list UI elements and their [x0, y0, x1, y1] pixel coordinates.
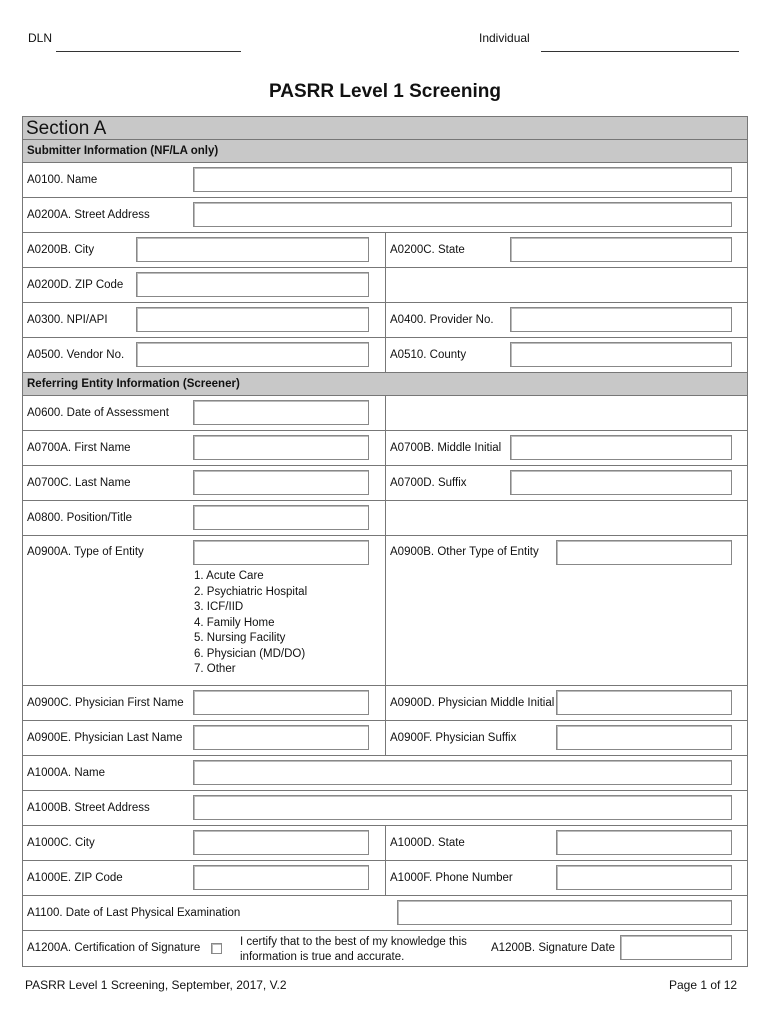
page-title: PASRR Level 1 Screening [269, 81, 501, 102]
a1000c-label: A1000C. City [27, 837, 95, 849]
a0800-input[interactable] [193, 505, 369, 530]
entity-type-option: 2. Psychiatric Hospital [194, 585, 308, 598]
row-a0500 [23, 338, 747, 373]
a0300-input[interactable] [136, 307, 369, 332]
a0900c-input[interactable] [193, 690, 369, 715]
a0800-label: A0800. Position/Title [27, 512, 133, 524]
a1000b-label: A1000B. Street Address [27, 802, 150, 814]
dln-label: DLN [28, 31, 53, 45]
a0100-input[interactable] [193, 167, 732, 192]
a1000e-input[interactable] [193, 865, 369, 890]
row-a0900a [23, 536, 747, 686]
a0700d-input[interactable] [510, 470, 732, 495]
footer-page-number: Page 1 of 12 [669, 978, 738, 992]
row-a0100 [23, 163, 747, 198]
dln-field[interactable] [56, 51, 241, 52]
entity-type-list [194, 569, 307, 678]
a0700a-label: A0700A. First Name [27, 442, 131, 454]
row-a0200a [23, 198, 747, 233]
a0700c-label: A0700C. Last Name [27, 477, 131, 489]
section-title: Section A [23, 117, 747, 140]
referring-header: Referring Entity Information (Screener) [23, 373, 747, 396]
entity-type-option: 6. Physician (MD/DO) [194, 647, 306, 660]
certification-checkbox[interactable] [211, 943, 222, 954]
entity-type-option: 1. Acute Care [194, 570, 264, 582]
a0900e-label: A0900E. Physician Last Name [27, 732, 183, 744]
entity-type-option: 5. Nursing Facility [194, 632, 286, 644]
a0900b-input[interactable] [556, 540, 732, 565]
a0500-label: A0500. Vendor No. [27, 349, 125, 361]
a0900a-input[interactable] [193, 540, 369, 565]
a1200b-input[interactable] [620, 935, 732, 960]
row-a1200 [23, 931, 747, 966]
a0200d-input[interactable] [136, 272, 369, 297]
a0510-input[interactable] [510, 342, 732, 367]
row-a0300 [23, 303, 747, 338]
a1000a-label: A1000A. Name [27, 767, 105, 779]
a0700b-label: A0700B. Middle Initial [390, 442, 502, 454]
submitter-header: Submitter Information (NF/LA only) [23, 140, 747, 163]
a1000f-label: A1000F. Phone Number [390, 872, 513, 884]
certification-text: I certify that to the best of my knowledge this information is true and accurate. [240, 936, 467, 963]
a1200a-label: A1200A. Certification of Signature [27, 942, 201, 954]
a1200b-label: A1200B. Signature Date [491, 942, 616, 954]
a0900b-label: A0900B. Other Type of Entity [390, 546, 539, 558]
a0600-input[interactable] [193, 400, 369, 425]
a0200a-label: A0200A. Street Address [27, 209, 150, 221]
row-a0200d [23, 268, 747, 303]
row-a0800 [23, 501, 747, 536]
a1000d-label: A1000D. State [390, 837, 465, 849]
a1000f-input[interactable] [556, 865, 732, 890]
a0900c-label: A0900C. Physician First Name [27, 697, 184, 709]
a0500-input[interactable] [136, 342, 369, 367]
row-a1000e [23, 861, 747, 896]
row-a1000c [23, 826, 747, 861]
row-a1000a [23, 756, 747, 791]
a0400-input[interactable] [510, 307, 732, 332]
a0700a-input[interactable] [193, 435, 369, 460]
a1100-input[interactable] [397, 900, 732, 925]
a1000e-label: A1000E. ZIP Code [27, 872, 123, 884]
row-a1000b [23, 791, 747, 826]
a1000c-input[interactable] [193, 830, 369, 855]
a0900e-input[interactable] [193, 725, 369, 750]
a0700d-label: A0700D. Suffix [390, 477, 467, 489]
a0900d-input[interactable] [556, 690, 732, 715]
row-a0700c [23, 466, 747, 501]
a0200b-input[interactable] [136, 237, 369, 262]
a0400-label: A0400. Provider No. [390, 314, 494, 326]
row-a1100 [23, 896, 747, 931]
a0300-label: A0300. NPI/API [27, 314, 108, 326]
a0200c-input[interactable] [510, 237, 732, 262]
entity-type-option: 3. ICF/IID [194, 601, 244, 613]
a0200c-label: A0200C. State [390, 244, 465, 256]
a0700c-input[interactable] [193, 470, 369, 495]
a1100-label: A1100. Date of Last Physical Examination [27, 907, 241, 919]
a0100-label: A0100. Name [27, 174, 98, 186]
a0200a-input[interactable] [193, 202, 732, 227]
a0900f-input[interactable] [556, 725, 732, 750]
a0510-label: A0510. County [390, 349, 467, 361]
entity-type-option: 4. Family Home [194, 616, 275, 629]
a0700b-input[interactable] [510, 435, 732, 460]
a0900f-label: A0900F. Physician Suffix [390, 732, 517, 744]
entity-type-option: 7. Other [194, 663, 236, 675]
footer-version: PASRR Level 1 Screening, September, 2017, V.2 [25, 978, 287, 992]
a0900d-label: A0900D. Physician Middle Initial [390, 697, 555, 709]
row-a0900e [23, 721, 747, 756]
a1000a-input[interactable] [193, 760, 732, 785]
a1000b-input[interactable] [193, 795, 732, 820]
individual-label: Individual [479, 31, 530, 45]
row-a0700a [23, 431, 747, 466]
a0200b-label: A0200B. City [27, 244, 95, 256]
a0600-label: A0600. Date of Assessment [27, 407, 169, 419]
section-a-form [22, 116, 748, 967]
a0900a-label: A0900A. Type of Entity [27, 546, 144, 558]
row-a0900c [23, 686, 747, 721]
a0200d-label: A0200D. ZIP Code [27, 279, 124, 291]
individual-field[interactable] [541, 51, 739, 52]
a1000d-input[interactable] [556, 830, 732, 855]
row-a0600 [23, 396, 747, 431]
row-a0200b [23, 233, 747, 268]
